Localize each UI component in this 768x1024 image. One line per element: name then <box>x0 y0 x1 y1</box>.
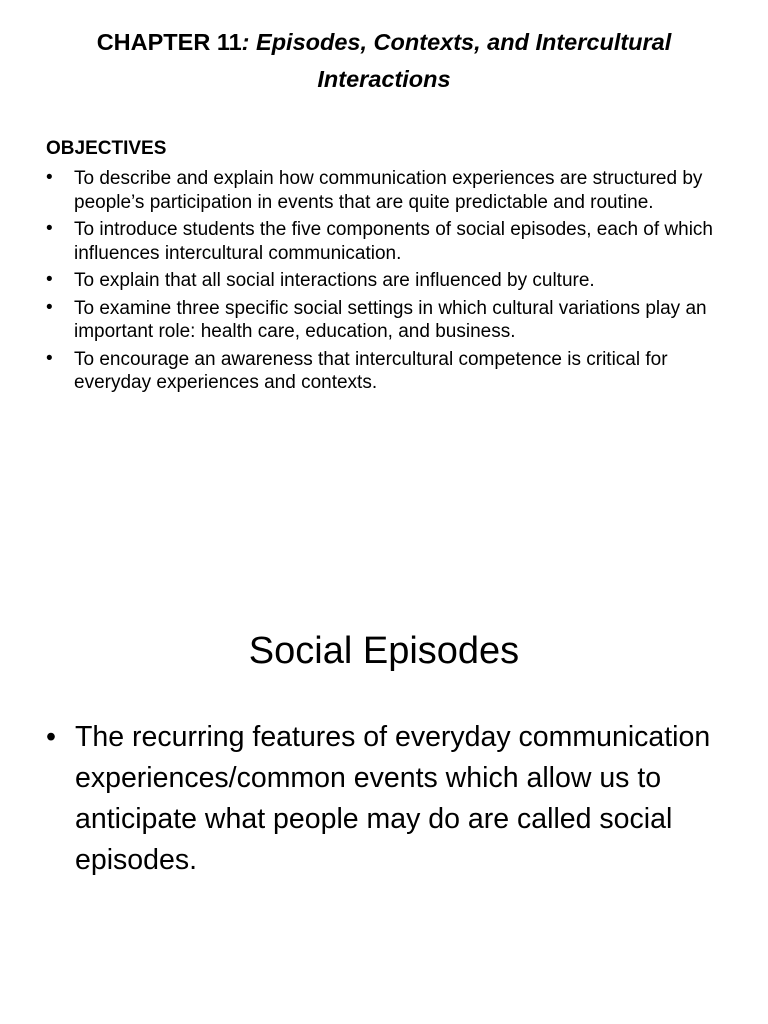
list-item <box>46 348 736 395</box>
objective-text: To encourage an awareness that intercultural competence is critical for everyday experiences and contexts. <box>74 348 668 393</box>
objectives-list <box>46 167 736 399</box>
bullet-icon: • <box>46 218 53 239</box>
list-item <box>46 269 736 293</box>
objectives-heading: OBJECTIVES <box>46 138 167 159</box>
bullet-icon: • <box>46 347 53 369</box>
list-item <box>46 218 736 265</box>
section-title: Social Episodes <box>248 630 520 672</box>
chapter-title <box>40 24 728 98</box>
objective-text: To explain that all social interactions are influenced by culture. <box>74 270 595 291</box>
social-episodes-list <box>46 717 736 881</box>
objective-text: To describe and explain how communication experiences are structured by people’s participation in events that are quite predictable and routine. <box>74 168 703 213</box>
bullet-icon: • <box>46 721 56 753</box>
chapter-label: CHAPTER 11 <box>96 29 242 55</box>
bullet-icon: • <box>46 167 53 188</box>
list-item <box>46 167 736 214</box>
objective-text: To introduce students the five components of social episodes, each of which influences intercultural communication. <box>74 219 713 264</box>
bullet-icon: • <box>46 269 53 290</box>
chapter-subtitle: : Episodes, Contexts, and Intercultural Interactions <box>241 29 672 92</box>
definition-text: The recurring features of everyday communication experiences/common events which allow us to anticipate what people may do are called social episodes. <box>75 721 711 876</box>
objective-text: To examine three specific social settings in which cultural variations play an important role: health care, education, and business. <box>74 297 707 342</box>
bullet-icon: • <box>46 296 53 318</box>
list-item <box>46 717 736 881</box>
list-item <box>46 297 736 344</box>
